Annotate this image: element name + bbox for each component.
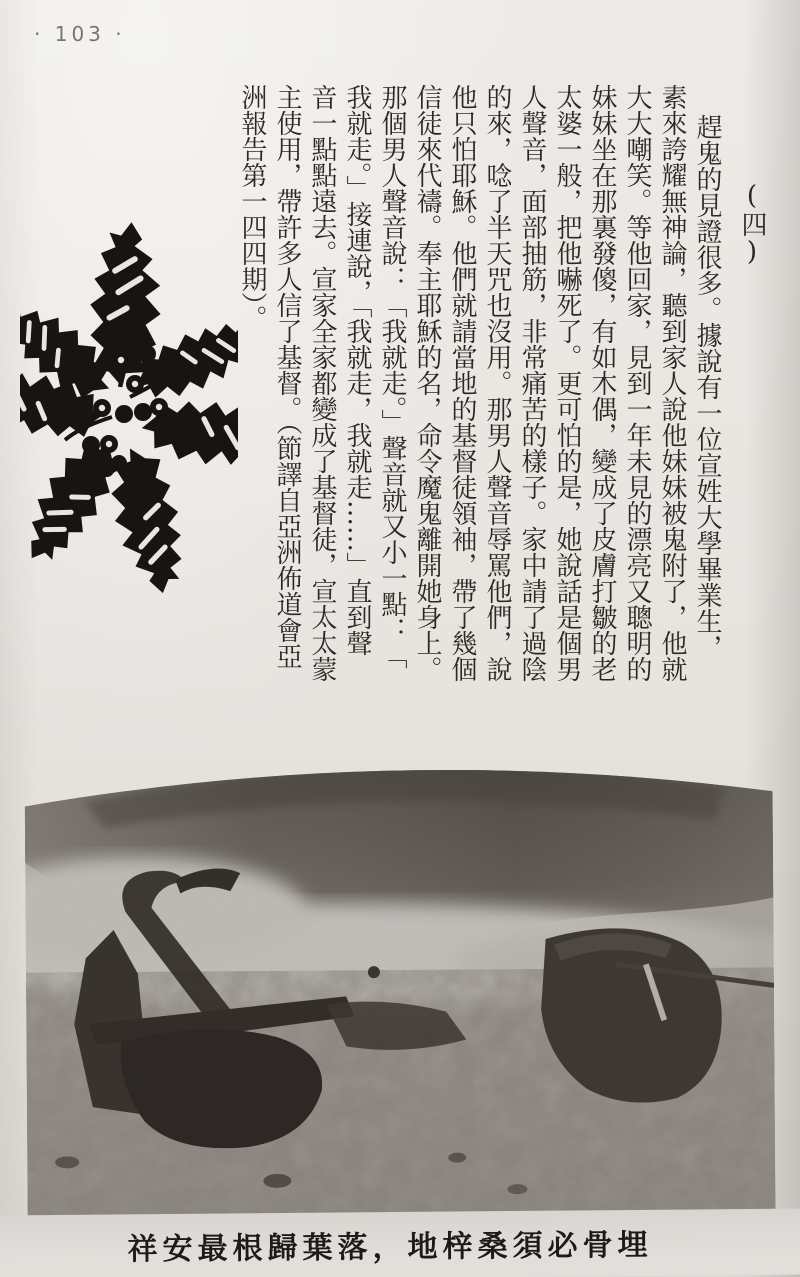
holly-illustration — [20, 202, 238, 594]
caption-strip — [0, 1208, 800, 1277]
text-column: 洲報告第一四四期）。 — [237, 84, 267, 331]
article-vertical-text — [232, 84, 770, 712]
text-column: 的來，唸了半天咒也沒用。那男人聲音辱罵他們，說 — [482, 84, 512, 682]
text-column: 人聲音，面部抽筋，非常痛苦的樣子。家中請了過陰 — [517, 84, 547, 682]
text-column: 信徒來代禱。奉主耶穌的名，命令魔鬼離開她身上。 — [412, 84, 442, 682]
text-column: 妹妹坐在那裏發傻，有如木偶，變成了皮膚打皺的老 — [587, 84, 617, 682]
section-marker: (四) — [737, 181, 767, 267]
text-column: 主使用，帶許多人信了基督。（節譯自亞洲佈道會亞 — [272, 84, 302, 669]
text-column: 素來誇耀無神論，聽到家人說他妹妹被鬼附了，他就 — [657, 84, 687, 682]
text-column: 太婆一般，把他嚇死了。更可怕的是，她說話是個男 — [552, 84, 582, 682]
text-column: 他只怕耶穌。他們就請當地的基督徒領袖，帶了幾個 — [447, 84, 477, 682]
text-column: 那個男人聲音說：「我就走。」聲音就又小一點：「 — [377, 84, 407, 669]
text-column: 趕鬼的見證很多。據說有一位宣姓大學畢業生， — [692, 114, 722, 660]
photo-beach-debris — [24, 757, 775, 1216]
text-column: 我就走。」接連說，「我就走，我就走……」直到聲 — [342, 84, 372, 656]
text-column: 音一點點遠去。宣家全家都變成了基督徒，宣太太蒙 — [307, 84, 337, 682]
text-column: 大大嘲笑。等他回家，見到一年未見的漂亮又聰明的 — [622, 84, 652, 682]
photo-caption: 祥安最根歸葉落，地梓桑須必骨埋 — [127, 1227, 653, 1268]
page-number: · 103 · — [34, 22, 126, 46]
